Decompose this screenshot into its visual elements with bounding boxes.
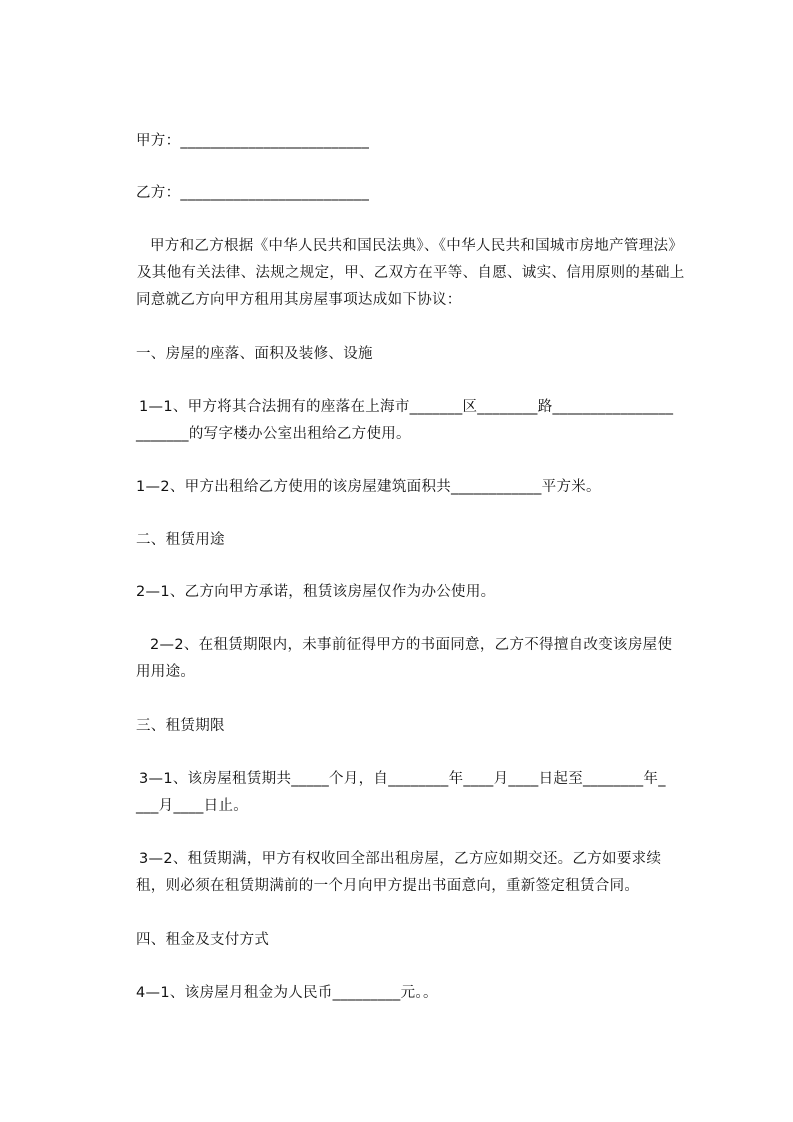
- section-1-title: 一、房屋的座落、面积及装修、设施: [136, 346, 373, 362]
- party-b-line: 乙方：_________________________: [136, 185, 370, 201]
- clause-3-1-line-1: 3—1、该房屋租赁期共_____个月，自________年____月____日起至________年_: [139, 771, 666, 787]
- clause-2-1: 2—1、乙方向甲方承诺，租赁该房屋仅作为办公使用。: [136, 584, 496, 600]
- clause-3-2-line-1: 3—2、租赁期满，甲方有权收回全部出租房屋，乙方应如期交还。乙方如要求续: [139, 851, 662, 867]
- section-4-title: 四、租金及支付方式: [136, 932, 270, 948]
- clause-4-1: 4—1、该房屋月租金为人民币_________元。。: [136, 985, 438, 1001]
- preamble-line-3: 同意就乙方向甲方租用其房屋事项达成如下协议：: [136, 292, 462, 308]
- party-a-line: 甲方：_________________________: [136, 133, 370, 149]
- clause-1-1-line-2: _______的写字楼办公室出租给乙方使用。: [136, 426, 411, 442]
- preamble-line-1: 甲方和乙方根据《中华人民共和国民法典》、《中华人民共和国城市房地产管理法》: [150, 238, 684, 254]
- section-3-title: 三、租赁期限: [136, 718, 225, 734]
- clause-3-1-line-2: ___月____日止。: [136, 798, 249, 814]
- section-2-title: 二、租赁用途: [136, 532, 225, 548]
- clause-2-2-line-2: 用用途。: [136, 664, 196, 680]
- clause-2-2-line-1: 2—2、在租赁期限内，未事前征得甲方的书面同意，乙方不得擅自改变该房屋使: [150, 637, 673, 653]
- preamble-line-2: 及其他有关法律、法规之规定，甲、乙双方在平等、自愿、诚实、信用原则的基础上: [137, 265, 685, 281]
- clause-1-1-line-1: 1—1、甲方将其合法拥有的座落在上海市_______区________路________________: [139, 399, 674, 415]
- clause-3-2-line-2: 租，则必须在租赁期满前的一个月向甲方提出书面意向，重新签定租赁合同。: [136, 878, 640, 894]
- clause-1-2: 1—2、甲方出租给乙方使用的该房屋建筑面积共____________平方米。: [136, 479, 601, 495]
